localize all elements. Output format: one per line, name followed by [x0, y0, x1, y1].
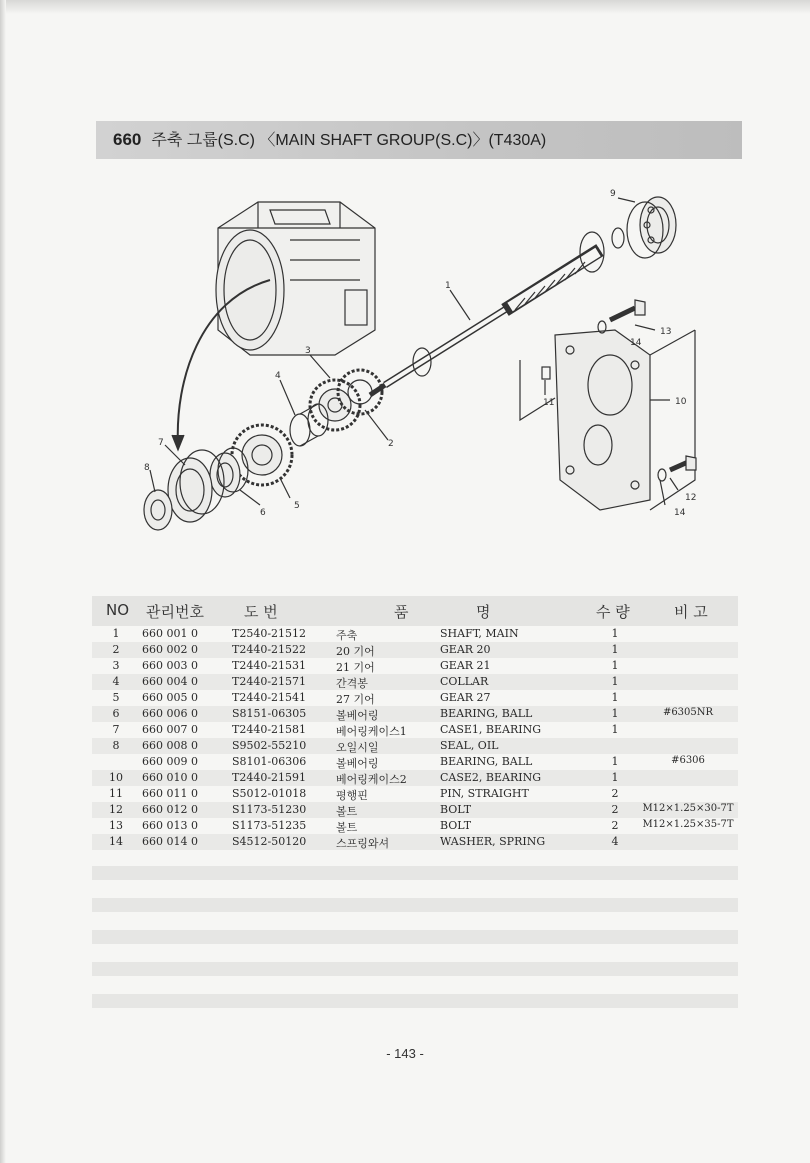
cell-mgmt: 660 005 0: [142, 691, 198, 704]
bolt-13-drawing: [598, 300, 645, 333]
cell-drawing: S5012-01018: [232, 787, 307, 800]
exploded-parts-diagram: [130, 180, 710, 550]
callout-6: 6: [260, 508, 266, 518]
cell-mgmt: 660 009 0: [142, 755, 198, 768]
header-part-name-1: 품: [394, 603, 409, 621]
cell-name-en: GEAR 27: [440, 691, 491, 704]
cell-no: 13: [109, 819, 123, 832]
cell-qty: 2: [611, 787, 619, 800]
cell-name-en: BOLT: [440, 819, 472, 832]
cell-mgmt: 660 014 0: [142, 835, 198, 848]
straight-pin-drawing: [542, 367, 550, 379]
cell-name-en: SHAFT, MAIN: [440, 627, 519, 640]
table-row: [92, 722, 738, 738]
oil-seal-drawing: [144, 490, 172, 530]
cell-name-en: BEARING, BALL: [440, 707, 533, 720]
cell-no: 7: [112, 723, 120, 736]
cell-name-kr: 볼베어링: [336, 709, 379, 722]
cell-mgmt: 660 010 0: [142, 771, 198, 784]
bolt-12-drawing: [658, 456, 696, 481]
cell-no: 2: [112, 643, 120, 656]
callout-9: 9: [610, 189, 616, 199]
cell-remark: #6306: [671, 755, 705, 766]
cell-drawing: S9502-55210: [232, 739, 307, 752]
callout-3: 3: [305, 346, 311, 356]
cell-name-en: CASE1, BEARING: [440, 723, 542, 736]
callout-14b: 14: [674, 508, 686, 518]
header-drawing-number: 도 번: [244, 603, 278, 621]
cell-no: 14: [109, 835, 123, 848]
cell-drawing: S8151-06305: [232, 707, 307, 720]
cell-qty: 1: [611, 691, 619, 704]
empty-table-band: [92, 962, 738, 976]
section-number: 660: [113, 130, 142, 149]
cell-name-en: BOLT: [440, 803, 472, 816]
empty-table-band: [92, 994, 738, 1008]
table-row: [92, 738, 738, 754]
cell-drawing: T2440-21571: [232, 675, 307, 688]
cell-name-en: CASE2, BEARING: [440, 771, 542, 784]
gear-housing-drawing: [216, 202, 375, 355]
empty-table-band: [92, 866, 738, 880]
cell-mgmt: 660 004 0: [142, 675, 198, 688]
cell-no: 5: [112, 691, 120, 704]
cell-qty: 1: [611, 627, 619, 640]
cell-no: 10: [109, 771, 123, 784]
empty-table-band: [92, 930, 738, 944]
cell-name-kr: 볼트: [336, 821, 358, 834]
cell-qty: 2: [611, 819, 619, 832]
cell-name-kr: 베어링케이스1: [336, 725, 407, 738]
empty-table-band: [92, 898, 738, 912]
cell-remark: M12×1.25×30-7T: [642, 803, 734, 814]
cell-drawing: T2440-21541: [232, 691, 307, 704]
cell-drawing: T2440-21531: [232, 659, 307, 672]
cell-qty: 4: [611, 835, 619, 848]
cell-name-kr: 주축: [336, 629, 358, 642]
cell-mgmt: 660 006 0: [142, 707, 198, 720]
cell-qty: 2: [611, 803, 619, 816]
callout-13: 13: [660, 327, 672, 337]
cell-no: 6: [112, 707, 120, 720]
cell-name-kr: 20 기어: [336, 645, 375, 658]
cell-mgmt: 660 011 0: [142, 787, 198, 800]
cell-mgmt: 660 007 0: [142, 723, 198, 736]
cell-remark: #6305NR: [662, 707, 714, 718]
cell-name-en: GEAR 21: [440, 659, 491, 672]
cell-name-en: BEARING, BALL: [440, 755, 533, 768]
table-row: [92, 706, 738, 722]
cell-drawing: T2440-21591: [232, 771, 307, 784]
cell-qty: 1: [611, 755, 619, 768]
cell-qty: 1: [611, 707, 619, 720]
cell-name-kr: 볼트: [336, 805, 358, 818]
cell-name-kr: 27 기어: [336, 693, 375, 706]
cell-no: 1: [112, 627, 120, 640]
callout-2: 2: [388, 439, 394, 449]
table-row: [92, 818, 738, 834]
cell-name-en: GEAR 20: [440, 643, 491, 656]
page-edge-shadow: [0, 0, 810, 14]
cell-name-kr: 오일시일: [336, 741, 379, 754]
callout-14: 14: [630, 338, 642, 348]
cell-drawing: T2540-21512: [232, 627, 307, 640]
header-mgmt-number: 관리번호: [146, 603, 204, 621]
section-title: [113, 127, 546, 150]
cell-drawing: S8101-06306: [232, 755, 307, 768]
cell-qty: 1: [611, 723, 619, 736]
cell-name-kr: 스프링와셔: [336, 837, 390, 850]
cell-name-kr: 평행핀: [336, 789, 368, 802]
cell-mgmt: 660 012 0: [142, 803, 198, 816]
cell-no: 4: [112, 675, 120, 688]
cell-mgmt: 660 001 0: [142, 627, 198, 640]
cell-mgmt: 660 013 0: [142, 819, 198, 832]
table-row: [92, 626, 738, 642]
table-row: [92, 786, 738, 802]
cell-qty: 1: [611, 675, 619, 688]
table-row: [92, 802, 738, 818]
table-row: [92, 674, 738, 690]
section-title-text: 주축 그룹(S.C) 〈MAIN SHAFT GROUP(S.C)〉(T430A): [151, 132, 547, 149]
header-no: NO: [106, 601, 130, 619]
callout-5: 5: [294, 501, 300, 511]
cell-name-en: WASHER, SPRING: [440, 835, 546, 848]
gear-21-and-20-drawing: [310, 370, 382, 430]
header-remarks: 비 고: [674, 603, 708, 621]
cell-drawing: T2440-21522: [232, 643, 307, 656]
table-row: [92, 690, 738, 706]
cell-name-kr: 볼베어링: [336, 757, 379, 770]
table-row: [92, 834, 738, 850]
cell-remark: M12×1.25×35-7T: [642, 819, 734, 830]
cell-no: 8: [112, 739, 120, 752]
cell-drawing: T2440-21581: [232, 723, 307, 736]
callout-1: 1: [445, 281, 451, 291]
cell-mgmt: 660 008 0: [142, 739, 198, 752]
cell-mgmt: 660 002 0: [142, 643, 198, 656]
table-row: [92, 642, 738, 658]
cell-name-en: COLLAR: [440, 675, 489, 688]
cell-drawing: S1173-51230: [232, 803, 307, 816]
bearing-case-plate-drawing: [520, 330, 695, 510]
cell-drawing: S4512-50120: [232, 835, 307, 848]
cell-drawing: S1173-51235: [232, 819, 307, 832]
gear-27-drawing: [232, 425, 292, 485]
table-row: [92, 658, 738, 674]
cell-name-en: PIN, STRAIGHT: [440, 787, 529, 800]
cell-no: 3: [112, 659, 120, 672]
cell-name-kr: 베어링케이스2: [336, 773, 407, 786]
table-row: [92, 770, 738, 786]
callout-7: 7: [158, 438, 164, 448]
header-part-name-2: 명: [476, 603, 491, 621]
cell-qty: 1: [611, 659, 619, 672]
header-quantity: 수 량: [596, 603, 630, 621]
cell-mgmt: 660 003 0: [142, 659, 198, 672]
callout-12: 12: [685, 493, 697, 503]
cell-qty: 1: [611, 771, 619, 784]
callout-11: 11: [543, 398, 555, 408]
ball-bearing-top-drawing: [627, 197, 676, 258]
callout-4: 4: [275, 371, 281, 381]
page-number: - 143 -: [386, 1046, 424, 1061]
cell-no: 12: [109, 803, 123, 816]
cell-name-kr: 21 기어: [336, 661, 375, 674]
callout-8: 8: [144, 463, 150, 473]
page-edge-shadow-left: [0, 0, 6, 1163]
cell-qty: 1: [611, 643, 619, 656]
cell-no: 11: [109, 787, 123, 800]
cell-name-en: SEAL, OIL: [440, 739, 499, 752]
table-row: [92, 754, 738, 770]
callout-10: 10: [675, 397, 687, 407]
cell-name-kr: 간격봉: [336, 677, 368, 690]
